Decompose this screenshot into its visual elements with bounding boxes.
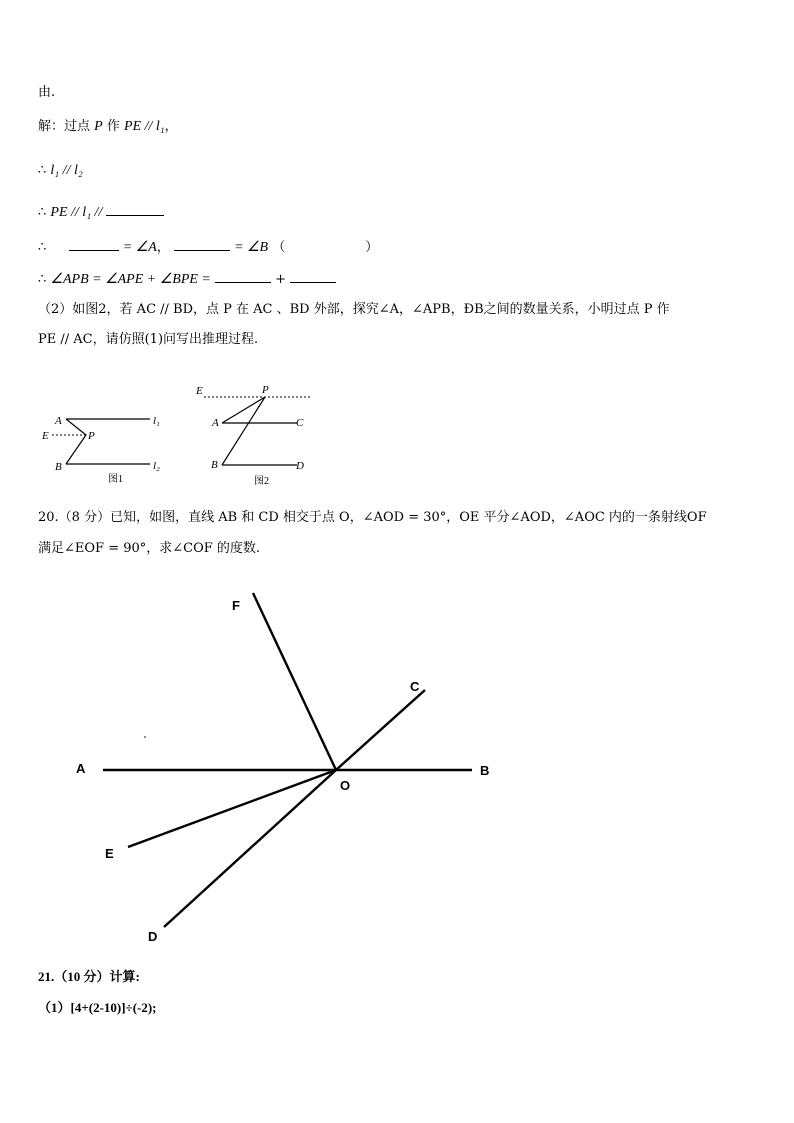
label-a: A — [55, 415, 62, 427]
therefore-symbol: ∴ — [38, 163, 47, 178]
label-o: O — [340, 778, 351, 793]
question-20-line-2 — [38, 540, 260, 558]
solution-line-1 — [38, 118, 178, 136]
text-fragment: 解：过点 — [38, 119, 91, 134]
text-fragment: 由. — [38, 85, 56, 100]
part2-text: （2）如图2，若 AC // BD，点 P 在 AC 、BD 外部，探究∠A，∠APB，ÐB之间的数量关系，小明过点 P 作 — [38, 302, 670, 317]
label-b: B — [55, 461, 62, 473]
math-expression: l₁ // l₂ — [50, 163, 83, 178]
label-a: A — [76, 761, 86, 776]
label-d: D — [296, 460, 304, 472]
label-p: P — [88, 430, 95, 442]
part2-line-2 — [38, 331, 258, 349]
math-expression: PE // l₁ // — [50, 205, 103, 220]
label-e: E — [196, 385, 203, 397]
label-l2: l₂ — [153, 460, 160, 472]
solution-line-4 — [38, 238, 378, 257]
math-expression: ∠APB = ∠APE + ∠BPE = — [50, 272, 211, 287]
part2-line-1 — [38, 301, 670, 319]
math-expression: = ∠A — [122, 240, 157, 255]
answer-blank[interactable] — [290, 270, 336, 283]
therefore-symbol: ∴ — [38, 272, 47, 287]
figure-caption: 图1 — [108, 474, 123, 485]
label-e: E — [105, 846, 114, 861]
label-f: F — [232, 598, 240, 613]
label-c: C — [296, 417, 304, 429]
question-20-line-1 — [38, 509, 707, 527]
answer-blank[interactable] — [174, 238, 230, 251]
paren-close: ） — [365, 240, 379, 255]
label-e: E — [42, 430, 49, 442]
figure-caption: 图2 — [254, 476, 269, 487]
text-fragment: 作 — [106, 119, 120, 134]
figure-2 — [190, 380, 320, 490]
question-text: 21.（10 分）计算: — [38, 969, 140, 984]
paren-open: （ — [272, 240, 286, 255]
point-p: P — [94, 119, 103, 134]
label-b: B — [480, 763, 490, 778]
plus-sign: + — [275, 272, 287, 287]
question-text: 满足∠EOF = 90°，求∠COF 的度数. — [38, 541, 261, 556]
text-fragment: ， — [156, 240, 170, 255]
answer-blank[interactable] — [106, 203, 164, 216]
label-p: P — [262, 384, 269, 396]
figure-1 — [40, 408, 170, 488]
therefore-symbol: ∴ — [38, 205, 47, 220]
solution-line-2 — [38, 162, 83, 180]
therefore-symbol: ∴ — [38, 240, 47, 255]
label-c: C — [410, 679, 420, 694]
part2-text: PE // AC，请仿照(1)问写出推理过程. — [38, 332, 259, 347]
text-line-you — [38, 84, 55, 102]
math-expression: PE // l₁ — [124, 119, 165, 134]
question-text: 20.（8 分）已知，如图，直线 AB 和 CD 相交于点 O，∠AOD = 30°，OE 平分∠AOD，∠AOC 内的一条射线OF — [38, 510, 707, 525]
question-21-line-1 — [38, 968, 140, 986]
answer-blank[interactable] — [69, 238, 119, 251]
question-21-line-2 — [38, 999, 157, 1017]
answer-blank[interactable] — [215, 270, 271, 283]
label-b: B — [211, 459, 218, 471]
text-fragment: ， — [164, 119, 178, 134]
label-d: D — [148, 929, 158, 944]
question-text: （1）[4+(2-10)]÷(-2); — [38, 1000, 157, 1015]
label-l1: l₁ — [153, 415, 160, 427]
solution-line-3 — [38, 203, 164, 222]
label-a: A — [212, 417, 219, 429]
solution-line-5 — [38, 270, 336, 289]
math-expression: = ∠B — [234, 240, 269, 255]
figure-3 — [0, 580, 560, 950]
